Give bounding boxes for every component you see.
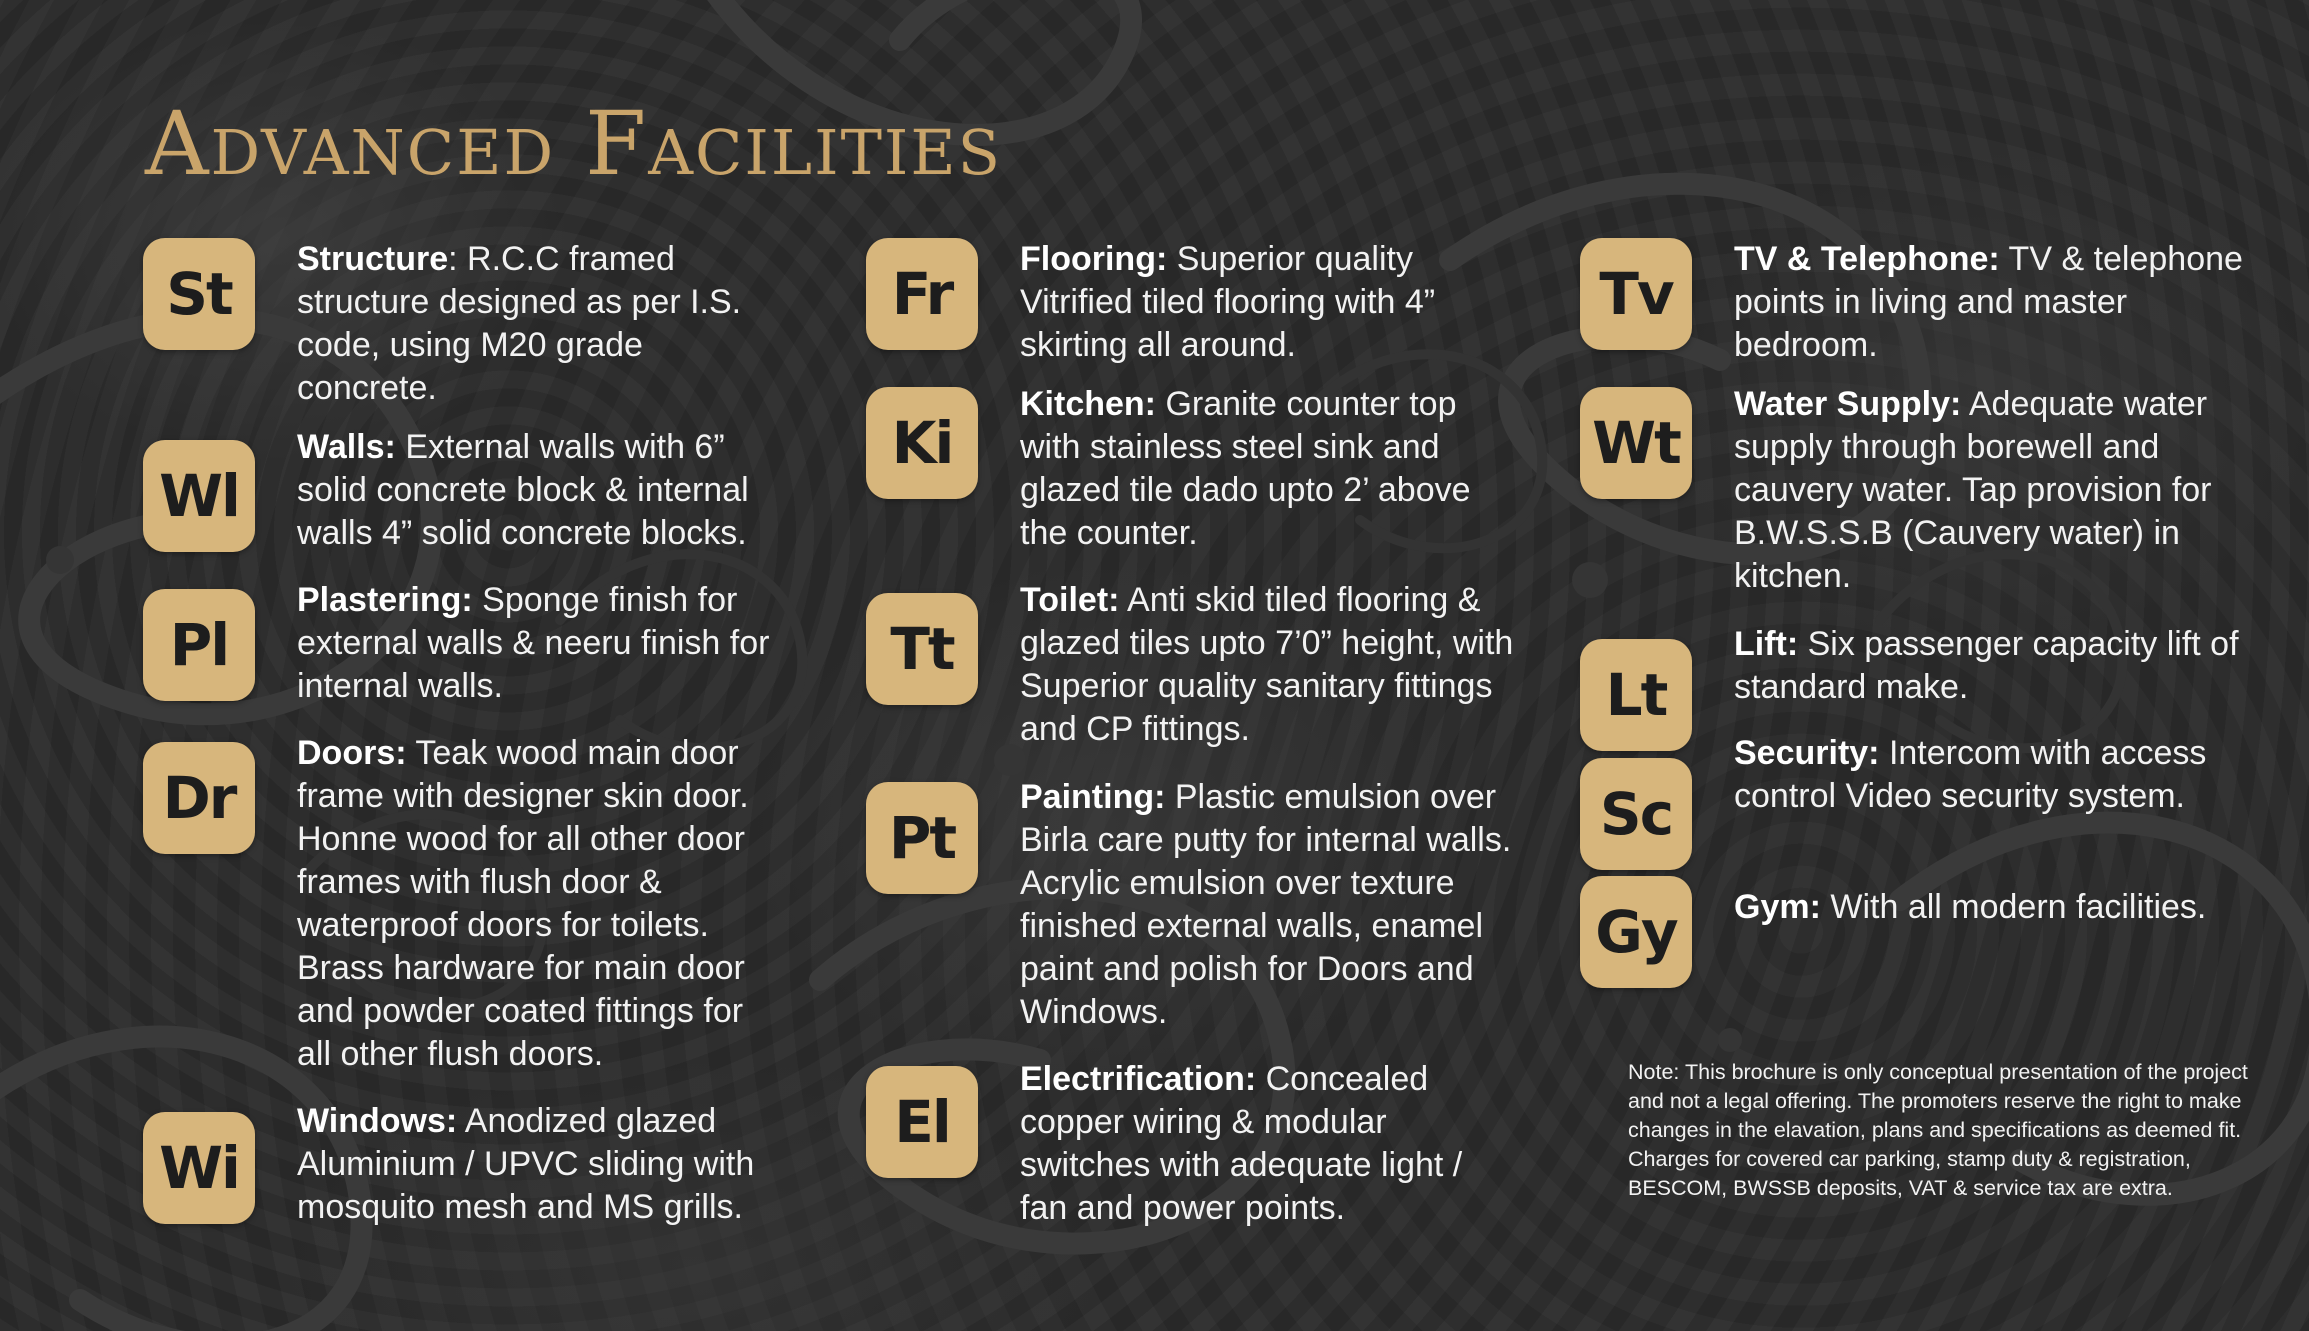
facility-description: Adequate water supply through borewell and cauvery water. Tap provision for B.W.S.S.B (Cauvery water) in kitchen. [1734,385,2212,595]
facility-flooring-text [1020,238,1516,367]
facility-painting-text [1020,776,1516,1034]
facility-water-supply-text [1734,383,2270,598]
facility-windows [143,1100,783,1229]
facility-description: Concealed copper wiring & modular switches with adequate light / fan and power points. [1020,1060,1463,1227]
facility-description: Anti skid tiled flooring & glazed tiles upto 7’0” height, with Superior quality sanitary fittings and CP fittings. [1020,581,1514,748]
facility-security [1580,732,2270,870]
facility-description: Anodized glazed Aluminium / UPVC sliding with mosquito mesh and MS grills. [297,1102,755,1226]
facility-label: TV & Telephone: [1734,240,2000,278]
flooring-icon: Fr [866,238,978,350]
facility-kitchen [866,383,1516,555]
facility-tv-telephone [1580,238,2270,367]
facility-gym [1580,886,2270,988]
plastering-icon: Pl [143,589,255,701]
facility-description: : R.C.C framed structure designed as per I.S. code, using M20 grade concrete. [297,240,742,407]
gym-icon: Gy [1580,876,1692,988]
facility-doors-text [297,732,783,1076]
facility-label: Walls: [297,428,396,466]
facility-description: Plastic emulsion over Birla care putty for internal walls. Acrylic emulsion over texture finished external walls, enamel paint and polish for Doors and Windows. [1020,778,1512,1031]
structure-icon: St [143,238,255,350]
facility-doors [143,732,783,1076]
facility-structure [143,238,783,410]
facility-water-supply [1580,383,2270,598]
facility-electrification-text [1020,1058,1516,1230]
facility-description: External walls with 6” solid concrete block & internal walls 4” solid concrete blocks. [297,428,749,552]
facility-walls [143,426,783,555]
facility-structure-text [297,238,783,410]
facility-description: Six passenger capacity lift of standard make. [1734,625,2239,706]
facility-description: Intercom with access control Video security system. [1734,734,2207,815]
electrification-icon: El [866,1066,978,1178]
lift-icon: Lt [1580,639,1692,751]
facility-description: Teak wood main door frame with designer skin door. Honne wood for all other door frames with flush door & waterproof doors for toilets. Brass hardware for main door and powder coated fittings for all other flush doors. [297,734,749,1073]
facility-plastering-text [297,579,783,708]
facility-label: Toilet: [1020,581,1120,619]
facility-flooring [866,238,1516,367]
walls-icon: Wl [143,440,255,552]
kitchen-icon: Ki [866,387,978,499]
facility-tv-telephone-text [1734,238,2270,367]
facility-toilet-text [1020,579,1516,751]
facility-label: Water Supply: [1734,385,1962,423]
facility-lift-text [1734,623,2270,709]
facility-security-text [1734,732,2270,818]
facility-toilet [866,579,1516,751]
facility-label: Painting: [1020,778,1166,816]
facility-label: Structure [297,240,449,278]
page-title: Advanced Facilities [145,92,1003,195]
facility-label: Gym: [1734,888,1821,926]
facility-description: With all modern facilities. [1820,888,2207,926]
facility-description: Sponge finish for external walls & neeru finish for internal walls. [297,581,770,705]
facility-label: Windows: [297,1102,458,1140]
water-supply-icon: Wt [1580,387,1692,499]
facility-label: Plastering: [297,581,473,619]
facility-label: Electrification: [1020,1060,1257,1098]
facility-description: Granite counter top with stainless steel sink and glazed tile dado upto 2’ above the counter. [1020,385,1471,552]
facility-description: Superior quality Vitrified tiled flooring with 4” skirting all around. [1020,240,1436,364]
facility-gym-text [1734,886,2206,929]
facility-label: Flooring: [1020,240,1168,278]
security-icon: Sc [1580,758,1692,870]
facility-walls-text [297,426,783,555]
facility-label: Lift: [1734,625,1799,663]
facility-label: Kitchen: [1020,385,1156,423]
facility-description: TV & telephone points in living and master bedroom. [1734,240,2243,364]
tv-icon: Tv [1580,238,1692,350]
facility-label: Security: [1734,734,1880,772]
windows-icon: Wi [143,1112,255,1224]
doors-icon: Dr [143,742,255,854]
toilet-icon: Tt [866,593,978,705]
facility-label: Doors: [297,734,407,772]
facility-kitchen-text [1020,383,1516,555]
facility-windows-text [297,1100,783,1229]
facility-plastering [143,579,783,708]
disclaimer-note: Note: This brochure is only conceptual presentation of the project and not a legal offering. The promoters reserve the right to make changes in the elavation, plans and specifications as deemed fit. Charges for covered car parking, stamp duty & registration, BESCOM, BWSSB deposits, VAT & service tax are extra. [1628,1060,2248,1200]
facility-painting [866,776,1516,1034]
facility-electrification [866,1058,1516,1230]
painting-icon: Pt [866,782,978,894]
